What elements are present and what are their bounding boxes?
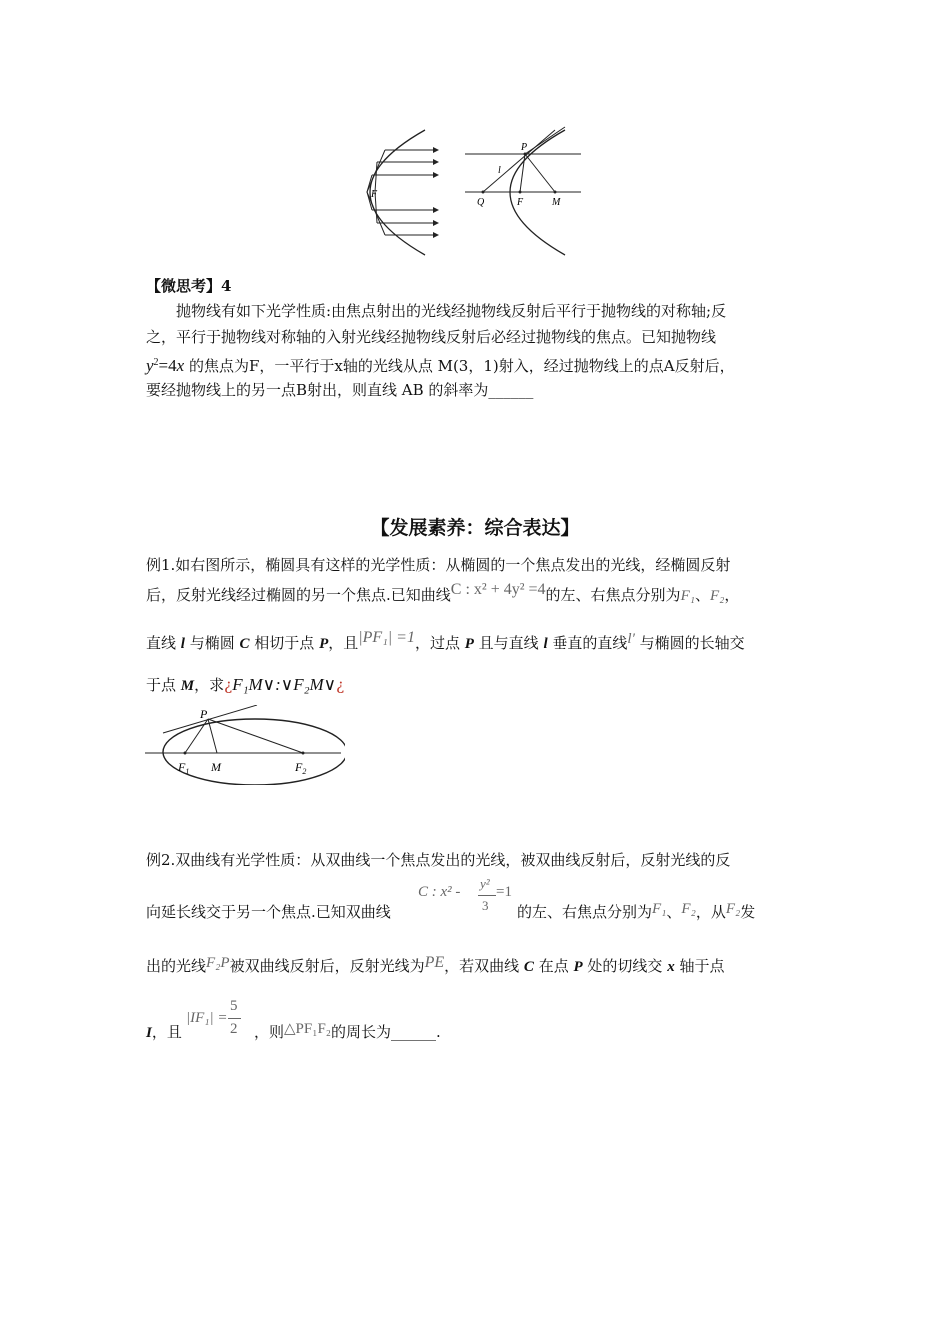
ex2-sep: 、 xyxy=(666,903,682,921)
ex1-ratio: F₁M∨:∨F₂M∨ xyxy=(232,675,337,694)
section-title: 【发展素养：综合表达】 xyxy=(370,517,580,539)
ex2-if1-equation xyxy=(186,996,250,1044)
ex2-line-2d: 发 xyxy=(740,903,756,921)
ex2-P: P xyxy=(573,959,583,975)
ex1-line-3 xyxy=(146,629,745,654)
think-line-2: 之，平行于抛物线对称轴的入射光线经抛物线反射后必经过抛物线的焦点。已知抛物线 xyxy=(146,328,717,346)
ex2-line-2c: ，从 xyxy=(695,903,726,921)
ex1-garble-2: ¿ xyxy=(336,676,345,694)
ex2-frac-num: 5 xyxy=(230,998,238,1014)
ex2-line-4-rest xyxy=(254,1022,441,1043)
ex2-eq-den: 3 xyxy=(482,898,489,913)
ex2-line-3 xyxy=(146,956,724,977)
ex2-if1: |IF₁| = xyxy=(186,1010,228,1026)
ex2-PE: PE xyxy=(424,954,445,971)
ex2-F2P: F₂P xyxy=(206,955,230,971)
ellipse-figure xyxy=(145,705,345,785)
ex2-F2b: F₂ xyxy=(725,901,741,917)
ex1-line-4a: 于点 xyxy=(146,676,181,694)
ex2-F2: F₂ xyxy=(681,901,696,917)
ex2-line-2-rest xyxy=(517,902,755,923)
ex1-line-3e: ，过点 xyxy=(414,634,465,652)
ex1-F1: F₁ xyxy=(680,588,695,604)
ex2-frac-bar xyxy=(228,1018,241,1019)
ex2-eq-num: y² xyxy=(480,876,490,891)
think-line-4: 要经抛物线上的另一点B射出，则直线 AB 的斜率为______ xyxy=(146,381,534,399)
ex1-line-2a: 后，反射光线经过椭圆的另一个焦点.已知曲线 xyxy=(146,586,451,604)
ellipse-label-F1 xyxy=(177,760,189,776)
ellipse-label-F2 xyxy=(294,760,306,776)
ex2-F1: F₁ xyxy=(652,901,667,917)
ex2-line-3a: 出的光线 xyxy=(146,957,207,975)
ex1-line-3b: 与椭圆 xyxy=(184,634,240,652)
ex1-P: P xyxy=(319,636,329,652)
ex2-line-4b: ，则 xyxy=(254,1023,285,1041)
ex1-pf1: |PF₁| =1 xyxy=(358,629,415,646)
ex2-line-3b: 被双曲线反射后，反射光线为 xyxy=(229,957,425,975)
left-parabola xyxy=(370,130,425,255)
ex1-l: l xyxy=(180,636,185,652)
ex2-I: I xyxy=(146,1025,152,1041)
ex2-eq-right: =1 xyxy=(496,884,512,900)
fig1-label-F: F xyxy=(371,189,378,200)
ex1-line-4 xyxy=(146,675,344,696)
fig1-label-P: P xyxy=(521,142,528,153)
ellipse-label-P: P xyxy=(200,707,208,721)
ellipse-label-F2-sub: 2 xyxy=(302,767,307,776)
ex2-line-1: 例2.双曲线有光学性质：从双曲线一个焦点发出的光线，被双曲线反射后，反射光线的反 xyxy=(146,851,731,869)
ex2-C: C xyxy=(523,959,534,975)
ex2-triangle: △PF₁F₂ xyxy=(284,1021,332,1037)
ex1-F2: F₂ xyxy=(709,588,725,604)
ex1-line-3f: 且与直线 xyxy=(473,634,544,652)
ex1-line-4b: ，求 xyxy=(194,676,225,694)
ex1-comma: ， xyxy=(724,586,740,604)
ex2-line-3e: 处的切线交 xyxy=(582,957,668,975)
ex1-garble-1: ¿ xyxy=(224,676,233,694)
eq-x: x xyxy=(176,356,185,375)
ex1-M: M xyxy=(180,678,195,694)
ellipse-curve xyxy=(163,719,345,785)
ex2-line-4a: ，且 xyxy=(151,1023,182,1041)
think-heading: 【微思考】4 xyxy=(146,277,232,295)
ex2-line-4c: 的周长为______. xyxy=(331,1023,441,1041)
ex1-line-3g: 垂直的直线 xyxy=(547,634,628,652)
think-line-3 xyxy=(146,353,735,376)
ex2-line-3f: 轴于点 xyxy=(674,957,725,975)
parabola-reflection-figure xyxy=(355,125,595,260)
ex1-line-3c: 相切于点 xyxy=(249,634,320,652)
ex1-lprime: l′ xyxy=(627,631,635,647)
fig1-label-F2: F xyxy=(517,197,524,208)
ellipse-label-F1-main: F xyxy=(178,760,186,774)
ex1-line-2 xyxy=(146,581,740,606)
ex1-line-3a: 直线 xyxy=(146,634,181,652)
ex1-line-3h: 与椭圆的长轴交 xyxy=(634,634,745,652)
ex2-line-2 xyxy=(146,902,391,922)
ex2-x: x xyxy=(667,959,675,975)
fig1-label-l: l xyxy=(498,165,501,176)
ex1-line-3d: ，且 xyxy=(328,634,359,652)
ex2-eq-left: C : x² - xyxy=(418,884,461,900)
ex1-line-2b: 的左、右焦点分别为 xyxy=(545,586,681,604)
ellipse-label-M: M xyxy=(211,760,221,774)
ellipse-label-F1-sub: 1 xyxy=(185,767,190,776)
ex2-line-3c: ，若双曲线 xyxy=(444,957,524,975)
ex1-line-1: 例1.如右图所示，椭圆具有这样的光学性质：从椭圆的一个焦点发出的光线，经椭圆反射 xyxy=(146,556,731,574)
think-line-3-text: 的焦点为F，一平行于x轴的光线从点 M(3，1)射入，经过抛物线上的点A反射后， xyxy=(184,357,735,375)
ex2-eq-bar xyxy=(478,895,496,896)
fig1-label-Q: Q xyxy=(477,197,485,208)
think-line-1: 抛物线有如下光学性质:由焦点射出的光线经抛物线反射后平行于抛物线的对称轴;反 xyxy=(176,302,727,320)
ex1-l2: l xyxy=(543,636,548,652)
ex2-line-2a: 向延长线交于另一个焦点.已知双曲线 xyxy=(146,903,391,921)
ex2-equation xyxy=(418,876,518,920)
ex1-curve: C : x² + 4y² =4 xyxy=(450,581,546,598)
ex2-line-3d: 在点 xyxy=(533,957,574,975)
eq-exp: 2 xyxy=(153,357,159,368)
ex1-C: C xyxy=(239,636,250,652)
eq-rest: =4 xyxy=(158,356,177,375)
eq-y: y xyxy=(146,356,154,375)
ex2-frac-den: 2 xyxy=(230,1021,238,1037)
ex2-line-2b: 的左、右焦点分别为 xyxy=(517,903,653,921)
ex1-sep: 、 xyxy=(694,586,710,604)
fig1-label-M: M xyxy=(552,197,561,208)
ellipse-label-F2-main: F xyxy=(295,760,303,774)
ex2-line-4 xyxy=(146,1022,182,1043)
ex1-P2: P xyxy=(464,636,474,652)
